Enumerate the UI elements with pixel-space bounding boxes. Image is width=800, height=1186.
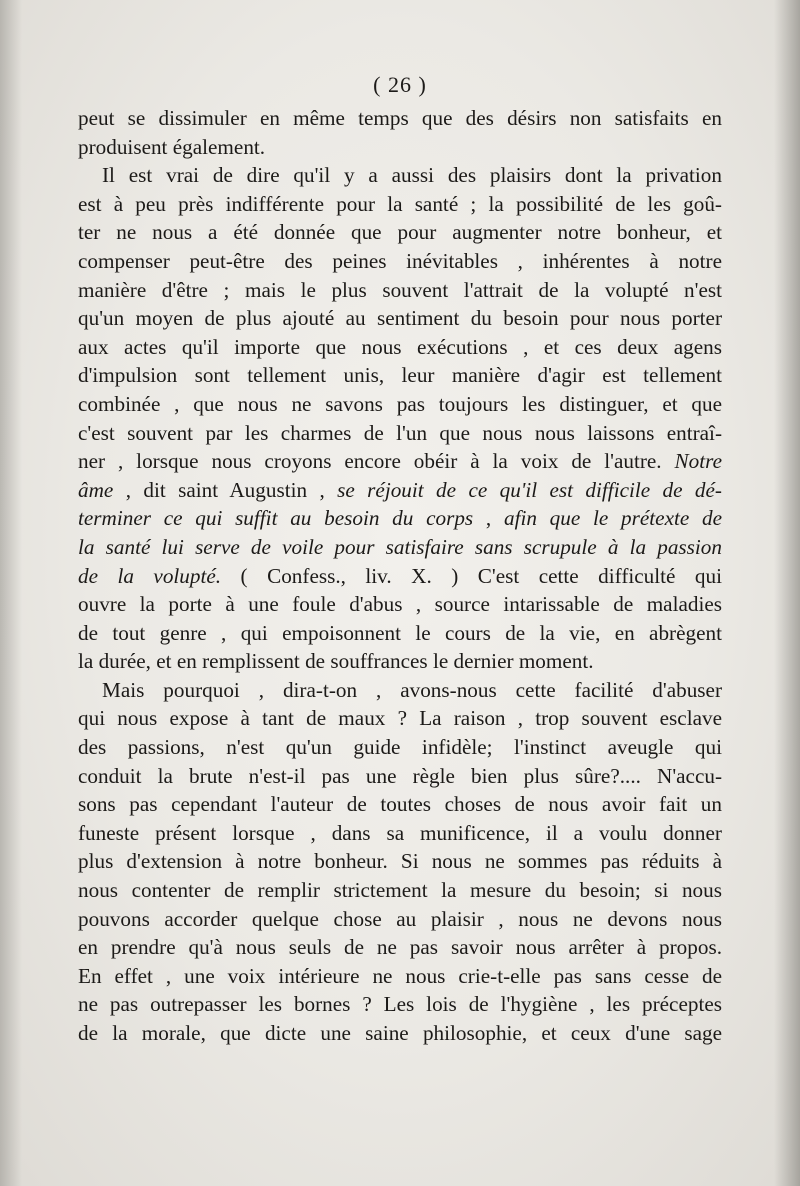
text-segment: combinée , que nous ne savons pas toujours les distinguer, et que	[78, 391, 722, 416]
text-segment: des passions, n'est qu'un guide infidèle; l'instinct aveugle qui	[78, 735, 722, 760]
text-line	[78, 647, 722, 676]
italic-text-segment: afin que le prétexte de	[503, 506, 722, 531]
text-line	[78, 390, 722, 419]
text-segment: , dit saint Augustin ,	[113, 477, 338, 502]
text-segment: Il est vrai de dire qu'il y a aussi des plaisirs dont la privation	[102, 163, 722, 188]
italic-text-segment: Notre	[674, 449, 722, 474]
text-line	[78, 190, 722, 219]
text-line	[78, 847, 722, 876]
text-line	[78, 218, 722, 247]
text-line	[78, 247, 722, 276]
text-segment: ouvre la porte à une foule d'abus , source intarissable de maladies	[78, 592, 722, 617]
text-line	[78, 161, 722, 190]
text-segment: c'est souvent par les charmes de l'un que nous nous laissons entraî-	[78, 420, 722, 445]
text-line	[78, 447, 722, 476]
italic-text-segment: de la volupté.	[78, 563, 222, 588]
text-segment: ner , lorsque nous croyons encore obéir à la voix de l'autre.	[78, 449, 675, 474]
text-segment: funeste présent lorsque , dans sa munificence, il a voulu donner	[78, 820, 722, 845]
text-line	[78, 790, 722, 819]
text-line	[78, 590, 722, 619]
text-segment: manière d'être ; mais le plus souvent l'attrait de la volupté n'est	[78, 277, 722, 302]
page-gutter-shadow	[0, 0, 22, 1186]
text-line	[78, 733, 722, 762]
text-segment: d'impulsion sont tellement unis, leur manière d'agir est tellement	[78, 363, 722, 388]
text-line	[78, 304, 722, 333]
italic-text-segment: la santé lui serve de voile pour satisfaire sans scrupule à la passion	[78, 534, 722, 559]
text-segment: ne pas outrepasser les bornes ? Les lois de l'hygiène , les préceptes	[78, 992, 722, 1017]
text-segment: conduit la brute n'est-il pas une règle bien plus sûre?.... N'accu-	[78, 763, 722, 788]
text-line	[78, 990, 722, 1019]
text-segment: de la morale, que dicte une saine philosophie, et ceux d'une sage	[78, 1021, 722, 1045]
text-segment: produisent également.	[78, 134, 266, 159]
text-segment: la durée, et en remplissent de souffrances le dernier moment.	[78, 649, 594, 674]
text-line	[78, 104, 722, 133]
text-segment: est à peu près indifférente pour la santé ; la possibilité de les goû-	[78, 191, 722, 216]
text-segment: qui nous expose à tant de maux ? La raison , trop souvent esclave	[78, 706, 722, 731]
text-segment: ,	[473, 506, 504, 531]
text-segment: plus d'extension à notre bonheur. Si nous ne sommes pas réduits à	[78, 849, 722, 874]
text-line	[78, 905, 722, 934]
text-line	[78, 504, 722, 533]
text-line	[78, 361, 722, 390]
page-edge-shadow	[774, 0, 800, 1186]
text-line	[78, 1019, 722, 1048]
italic-text-segment: se réjouit de ce qu'il est difficile de dé-	[337, 477, 722, 502]
text-segment: En effet , une voix intérieure ne nous crie-t-elle pas sans cesse de	[78, 963, 722, 988]
italic-text-segment: âme	[78, 477, 114, 502]
body-text	[78, 104, 722, 1048]
page-number: ( 26 )	[373, 72, 427, 97]
text-segment: ter ne nous a été donnée que pour augmenter notre bonheur, et	[78, 220, 722, 245]
text-segment: sons pas cependant l'auteur de toutes choses de nous avoir fait un	[78, 792, 722, 817]
text-segment: compenser peut-être des peines inévitables , inhérentes à notre	[78, 248, 722, 273]
text-line	[78, 619, 722, 648]
text-segment: en prendre qu'à nous seuls de ne pas savoir nous arrêter à propos.	[78, 935, 722, 960]
text-segment: peut se dissimuler en même temps que des désirs non satisfaits en	[78, 106, 722, 130]
text-line	[78, 704, 722, 733]
text-line	[78, 276, 722, 305]
text-line	[78, 419, 722, 448]
text-segment: qu'un moyen de plus ajouté au sentiment du besoin pour nous porter	[78, 306, 722, 331]
text-segment: aux actes qu'il importe que nous exécutions , et ces deux agens	[78, 334, 722, 359]
text-line	[78, 333, 722, 362]
text-line	[78, 476, 722, 505]
text-line	[78, 562, 722, 591]
text-segment: de tout genre , qui empoisonnent le cours de la vie, en abrègent	[78, 620, 722, 645]
text-line	[78, 533, 722, 562]
text-line	[78, 762, 722, 791]
italic-text-segment: terminer ce qui suffit au besoin du corps	[78, 506, 474, 531]
text-segment: pouvons accorder quelque chose au plaisir , nous ne devons nous	[78, 906, 722, 931]
text-segment: Mais pourquoi , dira-t-on , avons-nous cette facilité d'abuser	[102, 677, 722, 702]
text-segment: ( Confess., liv. X. ) C'est cette difficulté qui	[221, 563, 722, 588]
text-line	[78, 133, 722, 162]
text-line	[78, 962, 722, 991]
text-segment: nous contenter de remplir strictement la mesure du besoin; si nous	[78, 878, 722, 903]
text-line	[78, 819, 722, 848]
text-line	[78, 676, 722, 705]
text-line	[78, 933, 722, 962]
text-line	[78, 876, 722, 905]
